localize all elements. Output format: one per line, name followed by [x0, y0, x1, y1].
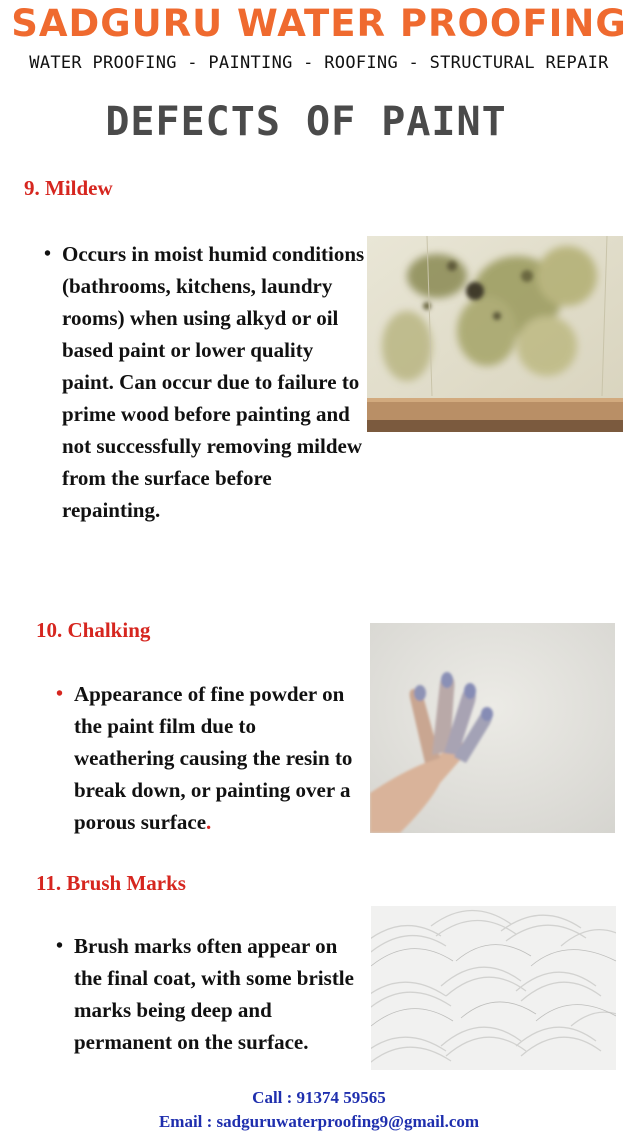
brand-title: SADGURU WATER PROOFING — [11, 2, 627, 45]
brush-marks-photo — [371, 906, 616, 1070]
defect-heading-mildew: 9. Mildew — [24, 176, 113, 200]
defect-text-mildew: Occurs in moist humid conditions (bathrooms, kitchens, laundry rooms) when using alkyd or oil based paint or lower quality paint. Can occur due to failure to prime wood before painting and not successfully removing mildew from the surface before repainting. — [62, 242, 365, 522]
contact-email: Email : sadguruwaterproofing9@gmail.com — [158, 1112, 480, 1131]
page-title: DEFECTS OF PAINT — [105, 99, 507, 145]
bullet-icon: • — [56, 683, 64, 705]
bullet-icon: • — [56, 935, 64, 957]
chalking-hand-photo — [370, 623, 615, 833]
contact-phone: Call : 91374 59565 — [252, 1088, 386, 1107]
defect-heading-brush-marks: 11. Brush Marks — [36, 871, 186, 895]
defect-bullet-brush-marks — [56, 930, 356, 1058]
defect-bullet-mildew — [44, 238, 366, 526]
bullet-icon: • — [44, 243, 52, 265]
services-tagline: WATER PROOFING - PAINTING - ROOFING - STRUCTURAL REPAIR — [29, 53, 609, 73]
mildew-wall-photo — [367, 236, 623, 432]
defect-heading-chalking: 10. Chalking — [36, 618, 151, 642]
defect-text-chalking: Appearance of fine powder on the paint film due to weathering causing the resin to break down, or painting over a porous surface. — [74, 682, 353, 834]
defect-bullet-chalking — [56, 678, 356, 838]
defect-text-brush-marks: Brush marks often appear on the final coat, with some bristle marks being deep and permanent on the surface. — [74, 934, 354, 1054]
